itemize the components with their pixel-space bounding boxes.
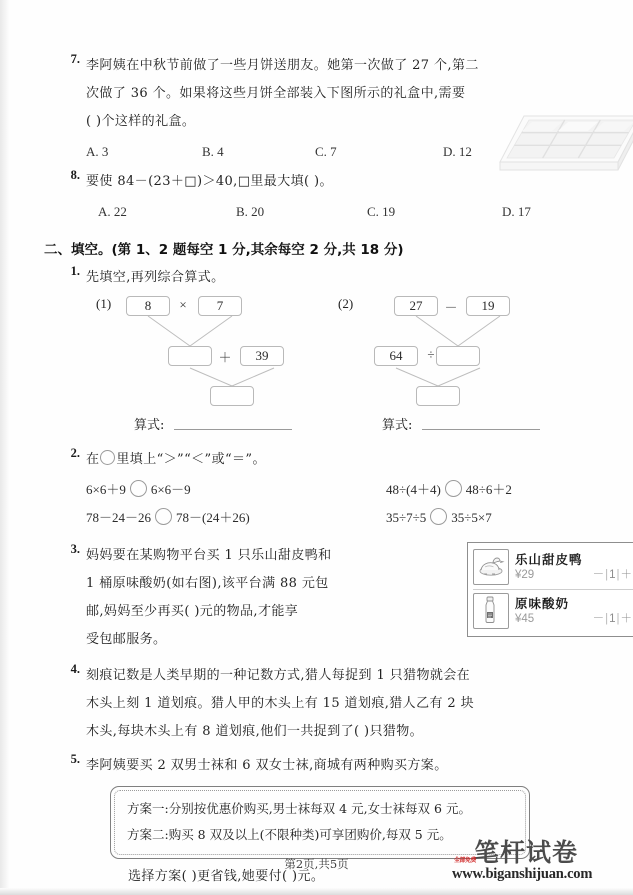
fill-question-2-prompt-post: 里填上“＞”“＜”或“＝”。 (116, 452, 266, 467)
flowchart-2-blank-mid[interactable] (436, 346, 480, 366)
yogurt-bottle-icon (473, 593, 509, 629)
cart-item-duck-name: 乐山甜皮鸭 (515, 551, 583, 567)
plan-one: 方案一:分别按优惠价购买,男士袜每双 4 元,女士袜每双 6 元。 (127, 801, 471, 816)
fill-question-3-text (86, 542, 436, 654)
watermark (452, 840, 627, 882)
flowchart-2-label: (2) (338, 296, 354, 311)
comparison-1-left-circle[interactable] (130, 480, 147, 497)
plus-icon[interactable]: ＋ (620, 612, 633, 625)
comparison-1-right-a: 48÷(4＋4) (386, 482, 441, 497)
fill-question-3-line-1: 妈妈要在某购物平台买 1 只乐山甜皮鸭和 (86, 548, 332, 563)
fill-question-5-answer-line: 选择方案( )更省钱,她要付( )元。 (128, 869, 325, 884)
flowchart-1-formula-label: 算式: (134, 418, 165, 433)
cart-item-yogurt-qty: 1 (609, 612, 617, 625)
question-7-option-d[interactable]: D. 12 (443, 144, 472, 159)
cart-item-duck-info (515, 552, 633, 583)
cart-item-yogurt-stepper[interactable]: －|1|＋ (592, 612, 633, 625)
fill-question-4-number: 4. (70, 662, 80, 676)
fill-question-3-line-4: 受包邮服务。 (86, 632, 167, 647)
page-footer: 第2页,共5页 (284, 857, 349, 871)
question-7-number: 7. (70, 52, 80, 66)
fill-question-5 (58, 752, 583, 780)
fill-question-1-answer-lines (72, 414, 583, 440)
question-8-options (98, 198, 583, 226)
comparison-2-right-circle[interactable] (430, 508, 447, 525)
fill-question-4-line-1: 刻痕记数是人类早期的一种记数方式,猎人每捉到 1 只猎物就会在 (86, 668, 471, 683)
comparison-2-left-b: 78－(24＋26) (176, 510, 250, 525)
cart-item-yogurt-price: ¥45 (515, 612, 535, 625)
watermark-title: 笔杆试卷 (474, 838, 579, 867)
flowchart-2-operand-b[interactable]: 19 (466, 296, 510, 316)
cart-item-yogurt (473, 589, 633, 633)
cart-item-duck-price: ¥29 (515, 568, 535, 581)
flowchart-2-operand-c[interactable]: 64 (374, 346, 418, 366)
flowchart-2-formula-label: 算式: (382, 418, 413, 433)
fill-question-4-line-3: 木头,每块木头上有 8 道划痕,他们一共捉到了( )只猎物。 (86, 724, 424, 739)
cart-item-duck-qty: 1 (609, 568, 617, 581)
fill-question-2-prompt (86, 446, 583, 474)
roast-duck-icon (473, 549, 509, 585)
fill-question-1-prompt: 先填空,再列综合算式。 (86, 270, 225, 285)
flowchart-1-operand-c[interactable]: 39 (240, 346, 284, 366)
flowchart-1-operator-2: ＋ (218, 350, 232, 365)
flowchart-1-label: (1) (96, 296, 112, 311)
fill-question-4 (58, 662, 583, 746)
watermark-url: www.biganshijuan.com (452, 866, 593, 882)
cart-item-yogurt-name: 原味酸奶 (515, 595, 570, 611)
fill-question-1-diagrams (72, 294, 583, 414)
flowchart-2-operator-2: ÷ (427, 347, 435, 362)
flowchart-2-formula-blank[interactable] (422, 414, 540, 430)
question-8-text: 要使 84－(23＋□)＞40,□里最大填( )。 (86, 174, 333, 189)
plus-icon[interactable]: ＋ (620, 568, 633, 581)
fill-question-2 (58, 446, 583, 474)
cart-item-yogurt-row (515, 612, 633, 627)
comparison-2-right (386, 504, 492, 532)
fill-question-4-text (86, 662, 583, 746)
flowchart-1-operator-1: × (179, 297, 187, 312)
flowchart-1-operand-a[interactable]: 8 (126, 296, 170, 316)
cart-item-duck-stepper[interactable]: －|1|＋ (592, 568, 633, 581)
comparison-1-left (86, 476, 191, 504)
question-7-option-b[interactable]: B. 4 (202, 144, 224, 159)
fill-question-3-line-3: 邮,妈妈至少再买( )元的物品,才能享 (86, 604, 299, 619)
comparison-row-2 (86, 504, 583, 532)
cart-item-duck-row (515, 568, 633, 583)
section-2-heading: 二、填空。(第 1、2 题每空 1 分,其余每空 2 分,共 18 分) (44, 242, 404, 258)
question-7-line-1: 李阿姨在中秋节前做了一些月饼送朋友。她第一次做了 27 个,第二 (86, 58, 479, 73)
fill-question-3-line-2: 1 桶原味酸奶(如右图),该平台满 88 元包 (86, 576, 329, 591)
question-7-line-3: ( )个这样的礼盒。 (86, 114, 196, 129)
fill-question-2-prompt-pre: 在 (86, 452, 100, 467)
flowchart-2 (338, 294, 592, 399)
comparison-1-left-a: 6×6＋9 (86, 482, 126, 497)
fill-question-1-number: 1. (70, 264, 80, 278)
flowchart-2-blank-result[interactable] (416, 386, 460, 406)
fill-question-5-number: 5. (70, 752, 80, 766)
flowchart-2-operator-1: － (444, 300, 458, 315)
shopping-cart-card (467, 542, 633, 637)
gift-box-tray-illustration (496, 112, 633, 174)
comparison-row-1 (86, 476, 583, 504)
question-8-number: 8. (70, 168, 80, 182)
comparison-2-left (86, 504, 250, 532)
fill-question-3-number: 3. (70, 542, 80, 556)
flowchart-1-blank-result[interactable] (210, 386, 254, 406)
comparison-2-right-b: 35÷5×7 (451, 510, 492, 525)
question-8-option-c[interactable]: C. 19 (367, 204, 396, 219)
watermark-badge: 全部免费 (454, 857, 477, 864)
fill-question-2-number: 2. (70, 446, 80, 460)
comparison-1-left-b: 6×6－9 (150, 482, 191, 497)
minus-icon[interactable]: － (592, 612, 606, 625)
comparison-2-left-a: 78－24－26 (86, 510, 152, 525)
page-left-edge (0, 0, 9, 895)
question-7-option-a[interactable]: A. 3 (86, 144, 109, 159)
question-8-option-d[interactable]: D. 17 (502, 204, 531, 219)
fill-question-4-line-2: 木头上刻 1 道划痕。猎人甲的木头上有 15 道划痕,猎人乙有 2 块 (86, 696, 475, 711)
flowchart-1-operand-b[interactable]: 7 (198, 296, 242, 316)
flowchart-1-blank-mid[interactable] (168, 346, 212, 366)
page-content (44, 52, 633, 891)
question-8-option-a[interactable]: A. 22 (98, 204, 127, 219)
comparison-2-left-circle[interactable] (155, 508, 172, 525)
fill-question-1 (58, 264, 583, 292)
flowchart-1-formula-blank[interactable] (174, 414, 292, 430)
question-7-line-2: 次做了 36 个。如果将这些月饼全部装入下图所示的礼盒中,需要 (86, 86, 466, 101)
comparison-1-right-circle[interactable] (445, 480, 462, 497)
fill-question-3 (58, 542, 633, 654)
question-8-option-b[interactable]: B. 20 (236, 204, 265, 219)
question-8 (58, 168, 583, 196)
cart-item-duck (473, 546, 633, 589)
comparison-1-right (386, 476, 512, 504)
comparison-2-right-a: 35÷7÷5 (386, 510, 427, 525)
question-7-option-c[interactable]: C. 7 (315, 144, 337, 159)
minus-icon[interactable]: － (592, 568, 606, 581)
fill-question-5-prompt: 李阿姨要买 2 双男士袜和 6 双女士袜,商城有两种购买方案。 (86, 758, 448, 773)
circle-icon (100, 450, 115, 465)
flowchart-2-operand-a[interactable]: 27 (394, 296, 438, 316)
plan-two: 方案二:购买 8 双及以上(不限种类)可享团购价,每双 5 元。 (127, 827, 452, 842)
flowchart-1 (96, 294, 344, 399)
comparison-1-right-b: 48÷6＋2 (465, 482, 512, 497)
cart-item-yogurt-info (515, 596, 633, 627)
